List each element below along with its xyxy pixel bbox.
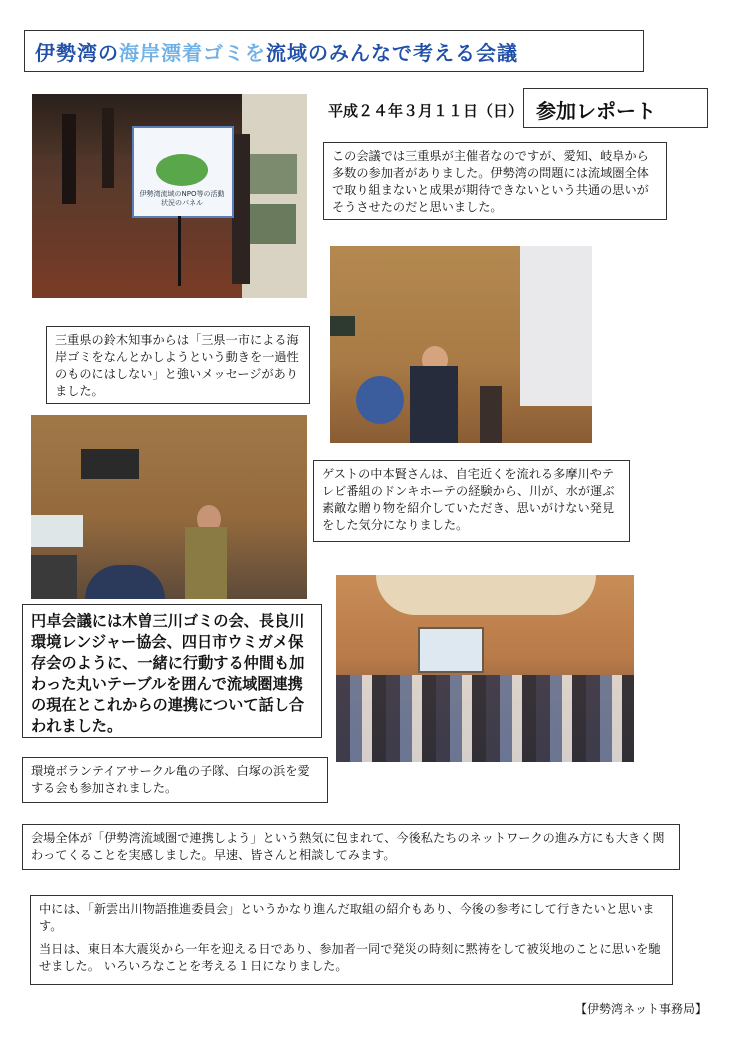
paragraph-closing-b: 当日は、東日本大震災から一年を迎える日であり、参加者一同で発災の時刻に黙祷をして被災地のことに思いを馳せました。 いろいろなことを考える１日になりました。 xyxy=(39,942,661,973)
panel-sign-text: 伊勢湾流域のNPO等の活動状況のパネル xyxy=(139,190,225,207)
page-title xyxy=(24,30,644,72)
paragraph-volunteers: 環境ボランテイアサークル亀の子隊、白塚の浜を愛する会も参加されました。 xyxy=(22,757,328,803)
photo-governor-speech xyxy=(330,246,592,443)
photo-lobby-sign xyxy=(32,94,307,298)
paragraph-closing xyxy=(30,895,673,985)
paragraph-organizer: この会議では三重県が主催者なのですが、愛知、岐阜から多数の参加者がありました。伊勢湾の問題には流域圏全体で取り組まないと成果が期待できないという共通の思いがそうさせたのだと思いました。 xyxy=(323,142,667,220)
paragraph-governor: 三重県の鈴木知事からは「三県一市による海岸ゴミをなんとかしようという動きを一過性のものにはしない」と強いメッセージがありました。 xyxy=(46,326,310,404)
title-part1: 伊勢湾の xyxy=(35,41,119,65)
event-date: 平成２４年３月１１日（日） xyxy=(328,102,524,120)
photo-guest-speaker xyxy=(31,415,307,599)
report-label: 参加レポート xyxy=(523,88,708,128)
title-part2: 海岸漂着ゴミを xyxy=(119,41,266,65)
paragraph-closing-a: 中には、「新雲出川物語推進委員会」というかなり進んだ取組の紹介もあり、今後の参考にして行きたいと思います。 xyxy=(39,902,655,933)
footer-office: 【伊勢湾ネット事務局】 xyxy=(575,1002,708,1016)
paragraph-atmosphere: 会場全体が「伊勢湾流域圏で連携しよう」という熱気に包まれて、今後私たちのネットワークの進み方にも大きく関わってくることを実感しました。早速、皆さんと相談してみます。 xyxy=(22,824,680,870)
paragraph-guest: ゲストの中本賢さんは、自宅近くを流れる多摩川やテレビ番組のドンキホーテの経験から、川が、水が運ぶ素敵な贈り物を紹介していただき、思いがけない発見をした気分になりました。 xyxy=(313,460,630,542)
title-part3: 流域のみんなで考える会議 xyxy=(266,41,518,65)
photo-hall-audience xyxy=(336,575,634,762)
paragraph-roundtable: 円卓会議には木曽三川ゴミの会、長良川環境レンジャー協会、四日市ウミガメ保存会のように、一緒に行動する仲間も加わった丸いテーブルを囲んで流域圏連携の現在とこれからの連携について話し合われました。 xyxy=(22,604,322,738)
